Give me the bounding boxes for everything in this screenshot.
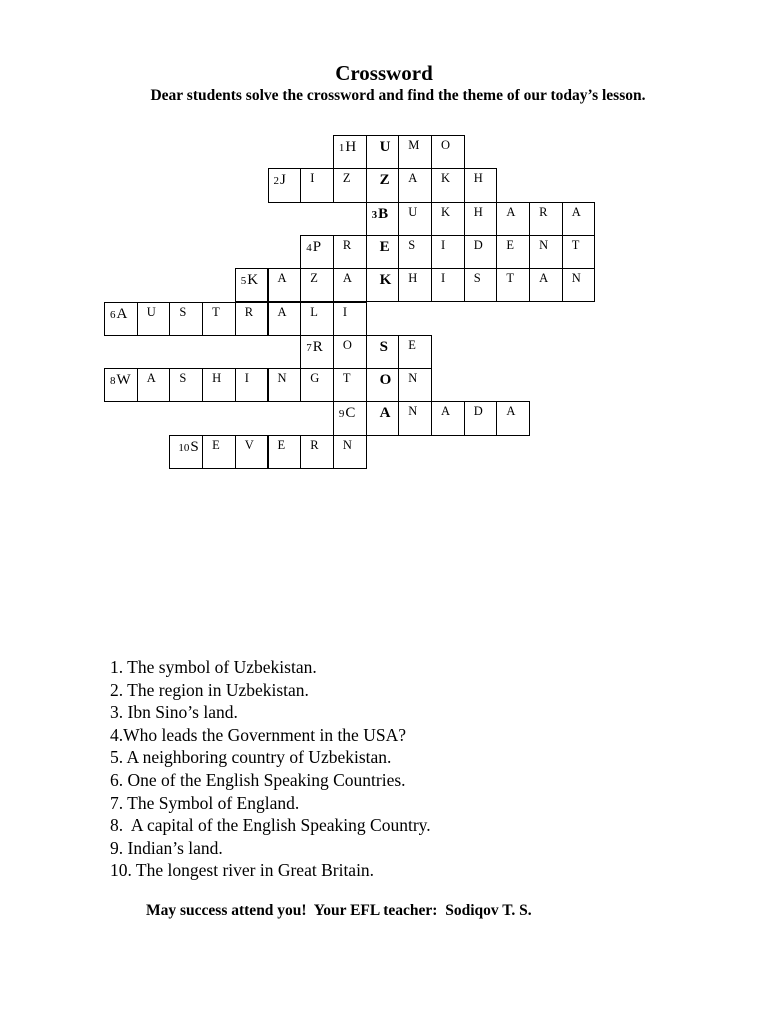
clue-number: 1 (338, 142, 345, 154)
clue-number: 5 (240, 275, 247, 288)
cell-letter: U (408, 204, 418, 219)
crossword-cell (398, 335, 432, 369)
cell-letter: I (310, 171, 315, 186)
cell-letter: T (212, 304, 220, 319)
crossword-cell (202, 368, 236, 402)
crossword-cell (529, 202, 563, 236)
cell-letter: E (408, 337, 416, 352)
cell-letter: R (310, 437, 319, 452)
clue-item: 6. One of the English Speaking Countries. (110, 769, 406, 790)
crossword-cell (169, 368, 203, 402)
cell-letter: K (379, 272, 392, 289)
crossword-cell (268, 435, 302, 469)
clue-item: 5. A neighboring country of Uzbekistan. (110, 747, 392, 768)
cell-letter: R (539, 204, 548, 219)
crossword-cell (562, 202, 596, 236)
crossword-cell (333, 368, 367, 402)
cell-letter: A (571, 204, 581, 219)
crossword-cell (431, 401, 465, 435)
crossword-cell (398, 268, 432, 302)
crossword-cell (431, 235, 465, 269)
crossword-cell (235, 435, 269, 469)
crossword-cell (366, 335, 400, 369)
crossword-cell (496, 235, 530, 269)
crossword-cell (235, 368, 269, 402)
cell-letter: E (379, 238, 390, 255)
clue-number: 9 (338, 408, 345, 421)
crossword-cell (300, 368, 334, 402)
cell-letter: N (408, 371, 418, 386)
crossword-cell (366, 268, 400, 302)
cell-letter: A (277, 271, 287, 286)
crossword-cell (366, 401, 400, 435)
crossword-cell (496, 268, 530, 302)
crossword-cell (464, 235, 498, 269)
cell-letter: T (506, 271, 515, 286)
crossword-cell (137, 368, 171, 402)
crossword-cell (169, 435, 203, 469)
cell-letter: Z (342, 171, 351, 186)
crossword-cell (333, 135, 367, 169)
crossword-cell (366, 135, 400, 169)
cell-letter: I (244, 371, 249, 386)
cell-letter: S (408, 237, 416, 252)
cell-letter: A (146, 371, 156, 386)
cell-letter: O (342, 337, 352, 352)
cell-letter: I (441, 237, 446, 252)
crossword-cell (268, 302, 302, 336)
crossword-cell (333, 235, 367, 269)
crossword-cell (431, 135, 465, 169)
cell-letter: M (408, 138, 420, 152)
cell-letter: A (342, 271, 352, 286)
cell-letter: A (441, 404, 451, 419)
crossword-cell (300, 435, 334, 469)
crossword-cell (300, 235, 334, 269)
cell-letter: L (310, 304, 318, 319)
crossword-cell (529, 268, 563, 302)
cell-letter: H (473, 204, 483, 219)
instructions: Dear students solve the crossword and find the theme of our today’s lesson. (150, 87, 646, 104)
cell-letter: U (146, 304, 156, 319)
cell-letter: N (408, 404, 418, 419)
cell-letter: D (473, 237, 483, 252)
cell-letter: U (379, 139, 391, 155)
cell-letter: O (379, 372, 392, 389)
crossword-cell (300, 302, 334, 336)
cell-letter: H (408, 271, 418, 286)
cell-letter: A (116, 305, 128, 322)
clue-number: 10 (178, 441, 190, 454)
crossword-cell (300, 268, 334, 302)
cell-letter: C (345, 405, 356, 422)
crossword-cell (431, 168, 465, 202)
cell-letter: R (342, 237, 352, 252)
page-title: Crossword (335, 61, 433, 85)
cell-letter: R (244, 304, 254, 319)
crossword-cell (333, 268, 367, 302)
crossword-cell (496, 401, 530, 435)
clue-number: 2 (273, 175, 279, 188)
crossword-cell (300, 335, 334, 369)
crossword-cell (366, 168, 400, 202)
crossword-cell (464, 202, 498, 236)
cell-letter: R (312, 338, 323, 355)
clue-item: 1. The symbol of Uzbekistan. (110, 657, 317, 677)
crossword-cell (333, 401, 367, 435)
crossword-cell (104, 368, 138, 402)
crossword-cell (202, 302, 236, 336)
crossword-cell (300, 168, 334, 202)
crossword-cell (398, 135, 432, 169)
crossword-cell (202, 435, 236, 469)
crossword-cell (333, 302, 367, 336)
clue-number: 6 (110, 308, 116, 321)
cell-letter: O (441, 138, 451, 152)
cell-letter: A (408, 171, 418, 186)
crossword-cell (366, 235, 400, 269)
cell-letter: H (473, 171, 483, 186)
cell-letter: N (539, 237, 549, 252)
crossword-cell (333, 435, 367, 469)
clue-number: 3 (371, 208, 378, 221)
cell-letter: E (277, 437, 286, 452)
crossword-cell (104, 302, 138, 336)
cell-letter: S (179, 371, 187, 386)
cell-letter: A (277, 304, 287, 319)
crossword-cell (398, 401, 432, 435)
cell-letter: H (345, 139, 357, 155)
cell-letter: B (378, 205, 389, 222)
crossword-cell (333, 168, 367, 202)
crossword-cell (496, 202, 530, 236)
cell-letter: J (280, 172, 286, 189)
crossword-cell (268, 268, 302, 302)
cell-letter: T (571, 237, 580, 252)
crossword-cell (366, 368, 400, 402)
cell-letter: N (342, 437, 352, 452)
crossword-cell (562, 268, 596, 302)
cell-letter: I (441, 271, 446, 286)
cell-letter: D (473, 404, 483, 419)
cell-letter: A (506, 404, 516, 419)
crossword-cell (398, 168, 432, 202)
cell-letter: Z (379, 172, 390, 189)
clue-number: 4 (306, 241, 312, 254)
cell-letter: A (506, 204, 516, 219)
cell-letter: K (441, 204, 451, 219)
crossword-cell (235, 268, 269, 302)
crossword-cell (268, 368, 302, 402)
clue-item: 2. The region in Uzbekistan. (110, 679, 309, 700)
teacher-signoff: May success attend you! Your EFL teacher: Sodiqov T. S. (146, 902, 532, 919)
cell-letter: K (247, 272, 259, 289)
crossword-cell (235, 302, 269, 336)
cell-letter: G (310, 371, 320, 386)
crossword-cell (169, 302, 203, 336)
crossword-cell (562, 235, 596, 269)
crossword-cell (333, 335, 367, 369)
clue-number: 7 (306, 341, 312, 354)
cell-letter: S (190, 438, 199, 455)
cell-letter: W (116, 372, 131, 389)
clue-item: 10. The longest river in Great Britain. (110, 860, 375, 881)
clue-item: 8. A capital of the English Speaking Country. (110, 815, 431, 836)
crossword-cell (398, 202, 432, 236)
cell-letter: A (379, 405, 391, 422)
cell-letter: H (212, 371, 222, 386)
clue-list (110, 656, 431, 882)
cell-letter: N (571, 271, 581, 286)
crossword-cell (268, 168, 302, 202)
crossword-cell (431, 268, 465, 302)
cell-letter: S (179, 304, 187, 319)
crossword-cell (366, 202, 400, 236)
cell-letter: I (342, 304, 348, 319)
crossword-cell (464, 168, 498, 202)
crossword-cell (398, 235, 432, 269)
clue-item: 3. Ibn Sino’s land. (110, 702, 238, 723)
cell-letter: S (379, 338, 388, 355)
cell-letter: V (244, 437, 254, 452)
crossword-cell (464, 401, 498, 435)
clue-item: 9. Indian’s land. (110, 837, 223, 858)
clue-item: 7. The Symbol of England. (110, 792, 300, 813)
cell-letter: T (342, 371, 351, 386)
clue-item: 4.Who leads the Government in the USA? (110, 724, 406, 745)
cell-letter: E (506, 237, 515, 252)
cell-letter: Z (310, 271, 318, 286)
crossword-cell (529, 235, 563, 269)
cell-letter: A (539, 271, 549, 286)
clue-number: 8 (110, 375, 116, 388)
cell-letter: K (441, 171, 451, 186)
crossword-cell (431, 202, 465, 236)
crossword-cell (137, 302, 171, 336)
cell-letter: N (277, 371, 287, 386)
cell-letter: S (473, 271, 481, 286)
crossword-cell (464, 268, 498, 302)
crossword-cell (398, 368, 432, 402)
cell-letter: P (312, 238, 322, 255)
cell-letter: E (212, 437, 220, 452)
